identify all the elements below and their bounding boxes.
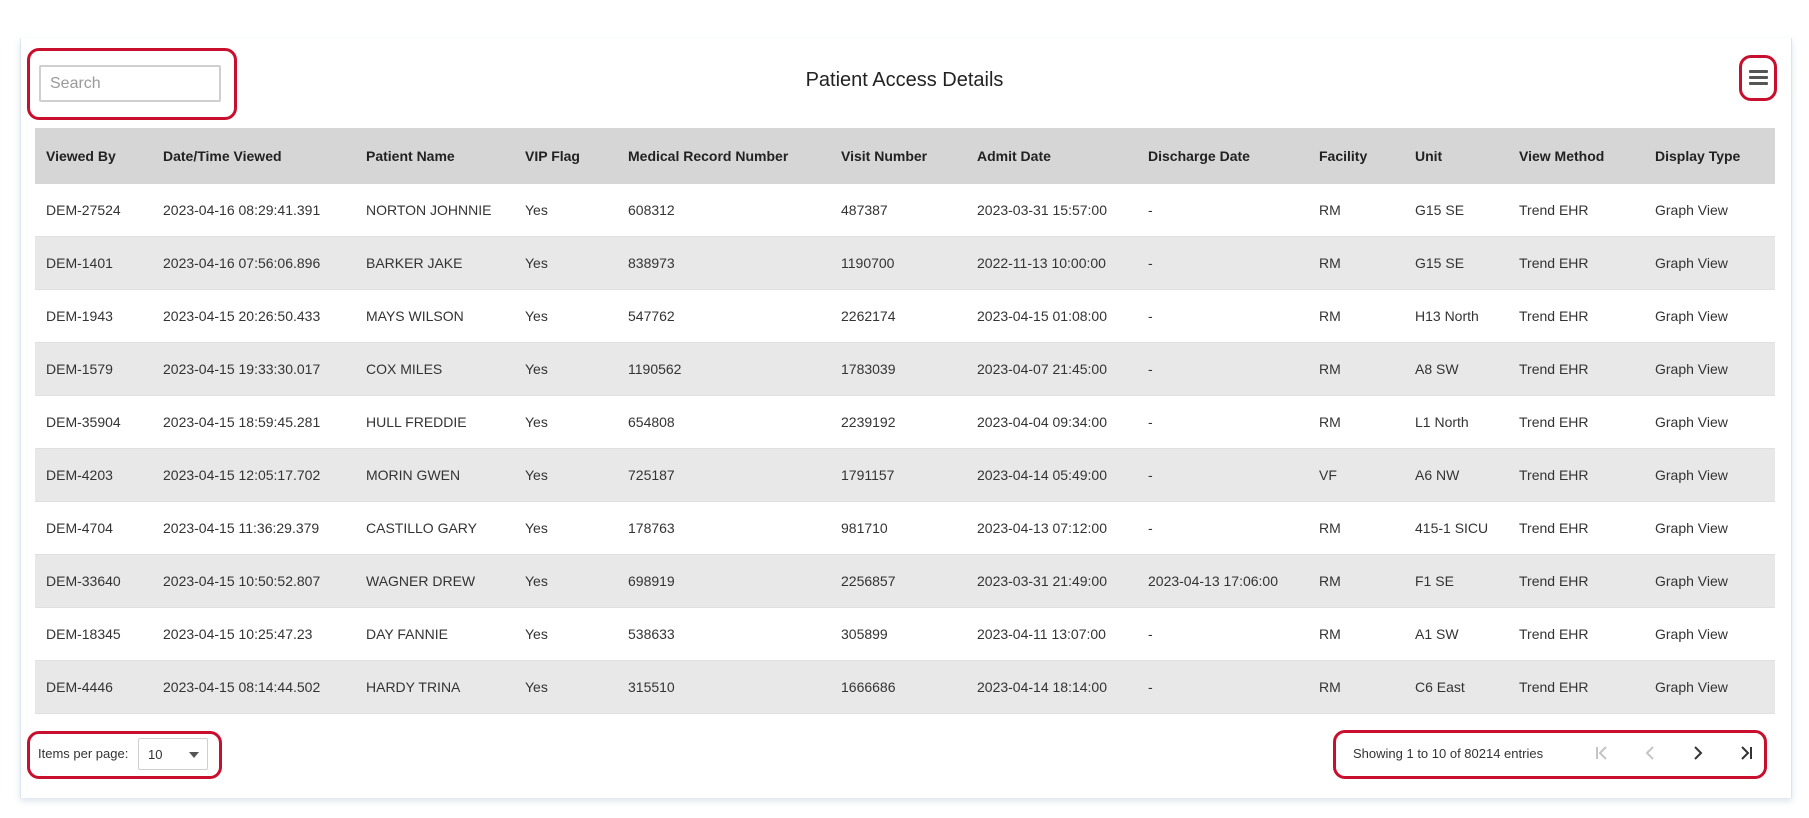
- table-cell: 2239192: [830, 396, 966, 449]
- table-cell: 2262174: [830, 290, 966, 343]
- table-cell: Yes: [514, 555, 617, 608]
- items-per-page-select[interactable]: [138, 738, 208, 770]
- table-cell: RM: [1308, 290, 1404, 343]
- table-cell: -: [1137, 608, 1308, 661]
- table-cell: A1 SW: [1404, 608, 1508, 661]
- table-cell: 2023-04-15 01:08:00: [966, 290, 1137, 343]
- table-cell: -: [1137, 396, 1308, 449]
- page-title: Patient Access Details: [805, 69, 1004, 91]
- hamburger-menu-icon[interactable]: [1749, 70, 1768, 85]
- table-cell: Trend EHR: [1508, 237, 1644, 290]
- table-cell: G15 SE: [1404, 237, 1508, 290]
- table-cell: COX MILES: [355, 343, 514, 396]
- table-cell: -: [1137, 502, 1308, 555]
- table-cell: DEM-4203: [35, 449, 152, 502]
- table-row[interactable]: [35, 608, 1775, 661]
- table-cell: Graph View: [1644, 449, 1775, 502]
- table-cell: RM: [1308, 343, 1404, 396]
- table-cell: MORIN GWEN: [355, 449, 514, 502]
- table-cell: Graph View: [1644, 608, 1775, 661]
- table-cell: 981710: [830, 502, 966, 555]
- table-cell: 2023-04-15 11:36:29.379: [152, 502, 355, 555]
- column-header[interactable]: View Method: [1508, 128, 1644, 184]
- table-cell: WAGNER DREW: [355, 555, 514, 608]
- table-cell: DEM-1943: [35, 290, 152, 343]
- table-cell: Yes: [514, 502, 617, 555]
- table-cell: DEM-35904: [35, 396, 152, 449]
- table-cell: 315510: [617, 661, 830, 714]
- column-header[interactable]: Facility: [1308, 128, 1404, 184]
- table-cell: Trend EHR: [1508, 555, 1644, 608]
- table-cell: 487387: [830, 184, 966, 237]
- table-row[interactable]: [35, 449, 1775, 502]
- chevron-left-icon: [1637, 740, 1663, 766]
- column-header[interactable]: Patient Name: [355, 128, 514, 184]
- table-cell: Yes: [514, 661, 617, 714]
- table-cell: 2023-04-15 10:25:47.23: [152, 608, 355, 661]
- table-cell: HULL FREDDIE: [355, 396, 514, 449]
- table-cell: 1190562: [617, 343, 830, 396]
- table-cell: 698919: [617, 555, 830, 608]
- table-row[interactable]: [35, 343, 1775, 396]
- table-cell: -: [1137, 343, 1308, 396]
- table-cell: 415-1 SICU: [1404, 502, 1508, 555]
- table-cell: 2023-04-15 19:33:30.017: [152, 343, 355, 396]
- table-cell: 2023-04-16 08:29:41.391: [152, 184, 355, 237]
- table-cell: Graph View: [1644, 237, 1775, 290]
- table-cell: DEM-1579: [35, 343, 152, 396]
- table-cell: DAY FANNIE: [355, 608, 514, 661]
- last-page-icon: [1733, 740, 1759, 766]
- table-cell: Yes: [514, 237, 617, 290]
- table-cell: RM: [1308, 396, 1404, 449]
- column-header[interactable]: Viewed By: [35, 128, 152, 184]
- table-cell: Graph View: [1644, 396, 1775, 449]
- table-cell: RM: [1308, 502, 1404, 555]
- table-cell: 1783039: [830, 343, 966, 396]
- items-per-page-value: 10: [148, 747, 163, 762]
- column-header[interactable]: Medical Record Number: [617, 128, 830, 184]
- table-cell: Trend EHR: [1508, 449, 1644, 502]
- table-cell: Yes: [514, 343, 617, 396]
- table-cell: 2023-04-14 18:14:00: [966, 661, 1137, 714]
- table-cell: 305899: [830, 608, 966, 661]
- next-page-button[interactable]: [1685, 740, 1711, 766]
- table-cell: BARKER JAKE: [355, 237, 514, 290]
- column-header[interactable]: Visit Number: [830, 128, 966, 184]
- table-cell: Graph View: [1644, 555, 1775, 608]
- table-cell: Trend EHR: [1508, 502, 1644, 555]
- table-cell: DEM-4446: [35, 661, 152, 714]
- table-cell: 2023-04-13 17:06:00: [1137, 555, 1308, 608]
- table-row[interactable]: [35, 502, 1775, 555]
- table-cell: 547762: [617, 290, 830, 343]
- table-cell: 725187: [617, 449, 830, 502]
- pagination-info: Showing 1 to 10 of 80214 entries: [1353, 746, 1544, 761]
- table-cell: Yes: [514, 449, 617, 502]
- column-header[interactable]: VIP Flag: [514, 128, 617, 184]
- table-cell: 2023-04-15 12:05:17.702: [152, 449, 355, 502]
- table-row[interactable]: [35, 184, 1775, 237]
- table-cell: 178763: [617, 502, 830, 555]
- column-header[interactable]: Unit: [1404, 128, 1508, 184]
- table-cell: 608312: [617, 184, 830, 237]
- last-page-button[interactable]: [1733, 740, 1759, 766]
- table-cell: Trend EHR: [1508, 608, 1644, 661]
- table-cell: G15 SE: [1404, 184, 1508, 237]
- caret-down-icon: [189, 752, 199, 758]
- table-cell: Trend EHR: [1508, 184, 1644, 237]
- table-cell: Graph View: [1644, 184, 1775, 237]
- table-cell: RM: [1308, 237, 1404, 290]
- table-cell: Graph View: [1644, 502, 1775, 555]
- table-cell: 2023-04-13 07:12:00: [966, 502, 1137, 555]
- table-cell: -: [1137, 184, 1308, 237]
- table-row[interactable]: [35, 290, 1775, 343]
- table-cell: MAYS WILSON: [355, 290, 514, 343]
- table-cell: A8 SW: [1404, 343, 1508, 396]
- table-cell: 2023-04-16 07:56:06.896: [152, 237, 355, 290]
- table-cell: Trend EHR: [1508, 396, 1644, 449]
- table-cell: NORTON JOHNNIE: [355, 184, 514, 237]
- table-cell: C6 East: [1404, 661, 1508, 714]
- table-cell: 2023-04-04 09:34:00: [966, 396, 1137, 449]
- table-cell: DEM-18345: [35, 608, 152, 661]
- table-row[interactable]: [35, 555, 1775, 608]
- table-cell: -: [1137, 237, 1308, 290]
- table-cell: 2256857: [830, 555, 966, 608]
- table-cell: L1 North: [1404, 396, 1508, 449]
- table-cell: A6 NW: [1404, 449, 1508, 502]
- column-header[interactable]: Display Type: [1644, 128, 1775, 184]
- first-page-button[interactable]: [1589, 740, 1615, 766]
- column-header[interactable]: Discharge Date: [1137, 128, 1308, 184]
- table-cell: RM: [1308, 661, 1404, 714]
- table-cell: Yes: [514, 608, 617, 661]
- table-cell: Trend EHR: [1508, 661, 1644, 714]
- table-cell: -: [1137, 661, 1308, 714]
- table-cell: Yes: [514, 290, 617, 343]
- table-cell: 2023-03-31 15:57:00: [966, 184, 1137, 237]
- table-cell: DEM-27524: [35, 184, 152, 237]
- table-cell: Graph View: [1644, 661, 1775, 714]
- table-cell: -: [1137, 290, 1308, 343]
- table-cell: 2023-04-15 08:14:44.502: [152, 661, 355, 714]
- chevron-right-icon: [1685, 740, 1711, 766]
- table-cell: 2023-04-07 21:45:00: [966, 343, 1137, 396]
- table-cell: VF: [1308, 449, 1404, 502]
- table-cell: 1190700: [830, 237, 966, 290]
- table-cell: HARDY TRINA: [355, 661, 514, 714]
- table-header-row: [35, 128, 1775, 184]
- table-cell: H13 North: [1404, 290, 1508, 343]
- table-cell: 2022-11-13 10:00:00: [966, 237, 1137, 290]
- table-cell: RM: [1308, 555, 1404, 608]
- table-cell: 2023-04-15 10:50:52.807: [152, 555, 355, 608]
- table-cell: 2023-04-14 05:49:00: [966, 449, 1137, 502]
- table-cell: CASTILLO GARY: [355, 502, 514, 555]
- table-cell: Trend EHR: [1508, 343, 1644, 396]
- table-cell: -: [1137, 449, 1308, 502]
- table-cell: Trend EHR: [1508, 290, 1644, 343]
- table-cell: 2023-04-15 18:59:45.281: [152, 396, 355, 449]
- table-cell: RM: [1308, 184, 1404, 237]
- table-cell: DEM-33640: [35, 555, 152, 608]
- table-row[interactable]: [35, 237, 1775, 290]
- table-cell: RM: [1308, 608, 1404, 661]
- table-cell: 538633: [617, 608, 830, 661]
- table-cell: 838973: [617, 237, 830, 290]
- previous-page-button[interactable]: [1637, 740, 1663, 766]
- table-cell: DEM-1401: [35, 237, 152, 290]
- first-page-icon: [1589, 740, 1615, 766]
- table-cell: 1791157: [830, 449, 966, 502]
- table-cell: Yes: [514, 184, 617, 237]
- table-cell: 2023-03-31 21:49:00: [966, 555, 1137, 608]
- table-cell: DEM-4704: [35, 502, 152, 555]
- table-row[interactable]: [35, 396, 1775, 449]
- table-cell: F1 SE: [1404, 555, 1508, 608]
- table-cell: 1666686: [830, 661, 966, 714]
- table-cell: Graph View: [1644, 343, 1775, 396]
- table-row[interactable]: [35, 661, 1775, 714]
- column-header[interactable]: Date/Time Viewed: [152, 128, 355, 184]
- column-header[interactable]: Admit Date: [966, 128, 1137, 184]
- patient-access-table: [35, 128, 1775, 714]
- table-cell: 2023-04-15 20:26:50.433: [152, 290, 355, 343]
- table-cell: 654808: [617, 396, 830, 449]
- table-cell: Yes: [514, 396, 617, 449]
- table-cell: Graph View: [1644, 290, 1775, 343]
- table-cell: 2023-04-11 13:07:00: [966, 608, 1137, 661]
- items-per-page-label: Items per page:: [38, 746, 129, 761]
